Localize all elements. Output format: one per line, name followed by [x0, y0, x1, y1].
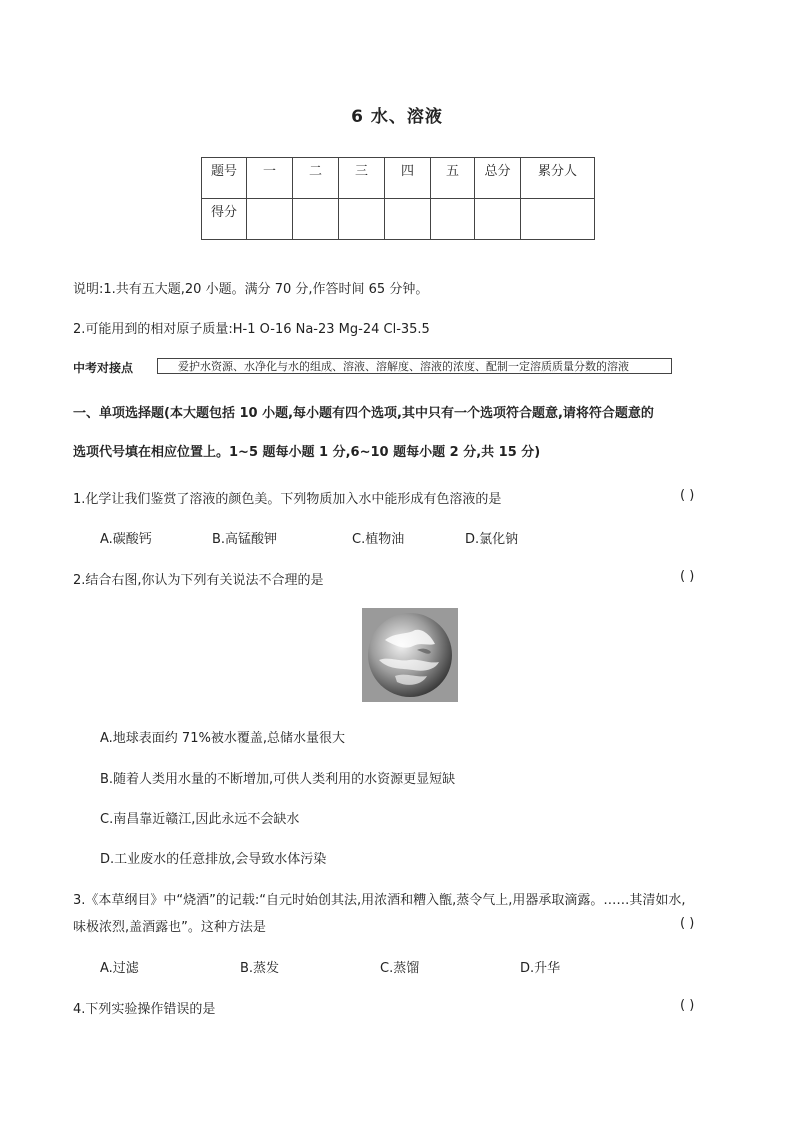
key-points-label: 中考对接点 — [73, 361, 134, 375]
q3-stem-line2: 味极浓烈,盖酒露也”。这种方法是 — [73, 920, 266, 935]
q4-answer-blank[interactable]: ( ) — [680, 998, 695, 1013]
score-header-cell: 二 — [293, 158, 339, 199]
score-input-cell[interactable] — [431, 199, 475, 240]
q4-stem: 4.下列实验操作错误的是 — [73, 1002, 216, 1017]
score-header-cell: 三 — [339, 158, 385, 199]
score-header-cell: 四 — [385, 158, 431, 199]
score-input-cell[interactable] — [475, 199, 521, 240]
q2-option-d: D.工业废水的任意排放,会导致水体污染 — [100, 852, 327, 867]
q2-option-b: B.随着人类用水量的不断增加,可供人类利用的水资源更显短缺 — [100, 772, 456, 787]
score-input-cell[interactable] — [385, 199, 431, 240]
q1-option-b: B.高锰酸钾 — [212, 532, 278, 547]
score-header-cell: 题号 — [202, 158, 247, 199]
q3-option-b: B.蒸发 — [240, 961, 280, 976]
score-input-cell[interactable] — [339, 199, 385, 240]
score-row-label: 得分 — [202, 199, 247, 240]
q3-option-a: A.过滤 — [100, 961, 139, 976]
q1-option-c: C.植物油 — [352, 532, 405, 547]
q3-answer-blank[interactable]: ( ) — [680, 916, 695, 931]
score-header-cell: 总分 — [475, 158, 521, 199]
q3-option-d: D.升华 — [520, 961, 561, 976]
note-2: 2.可能用到的相对原子质量:H-1 O-16 Na-23 Mg-24 Cl-35.5 — [73, 322, 430, 337]
q1-option-d: D.氯化钠 — [465, 532, 519, 547]
score-header-cell: 五 — [431, 158, 475, 199]
q2-stem: 2.结合右图,你认为下列有关说法不合理的是 — [73, 573, 324, 588]
score-header-cell: 一 — [247, 158, 293, 199]
q1-answer-blank[interactable]: ( ) — [680, 488, 695, 503]
note-1: 说明:1.共有五大题,20 小题。满分 70 分,作答时间 65 分钟。 — [73, 282, 429, 297]
key-points-box: 爱护水资源、水净化与水的组成、溶液、溶解度、溶液的浓度、配制一定溶质质量分数的溶液 — [157, 358, 672, 374]
q1-stem: 1.化学让我们鉴赏了溶液的颜色美。下列物质加入水中能形成有色溶液的是 — [73, 492, 502, 507]
earth-globe-icon — [365, 610, 455, 700]
score-input-cell[interactable] — [521, 199, 595, 240]
section-heading-line1: 一、单项选择题(本大题包括 10 小题,每小题有四个选项,其中只有一个选项符合题意,请将符合题意的 — [73, 406, 654, 421]
score-table — [201, 157, 595, 240]
q3-stem-line1: 3.《本草纲目》中“烧酒”的记载:“自元时始创其法,用浓酒和糟入甑,蒸令气上,用器承取滴露。……其清如水, — [73, 893, 686, 908]
q1-option-a: A.碳酸钙 — [100, 532, 152, 547]
score-input-cell[interactable] — [247, 199, 293, 240]
section-heading-line2: 选项代号填在相应位置上。1~5 题每小题 1 分,6~10 题每小题 2 分,共 15 分) — [73, 445, 541, 460]
q2-option-c: C.南昌靠近赣江,因此永远不会缺水 — [100, 812, 300, 827]
q3-option-c: C.蒸馏 — [380, 961, 420, 976]
score-header-cell: 累分人 — [521, 158, 595, 199]
q2-option-a: A.地球表面约 71%被水覆盖,总储水量很大 — [100, 731, 345, 746]
q2-answer-blank[interactable]: ( ) — [680, 569, 695, 584]
earth-image — [362, 608, 458, 702]
page-title: 6 水、溶液 — [351, 107, 443, 127]
score-input-cell[interactable] — [293, 199, 339, 240]
